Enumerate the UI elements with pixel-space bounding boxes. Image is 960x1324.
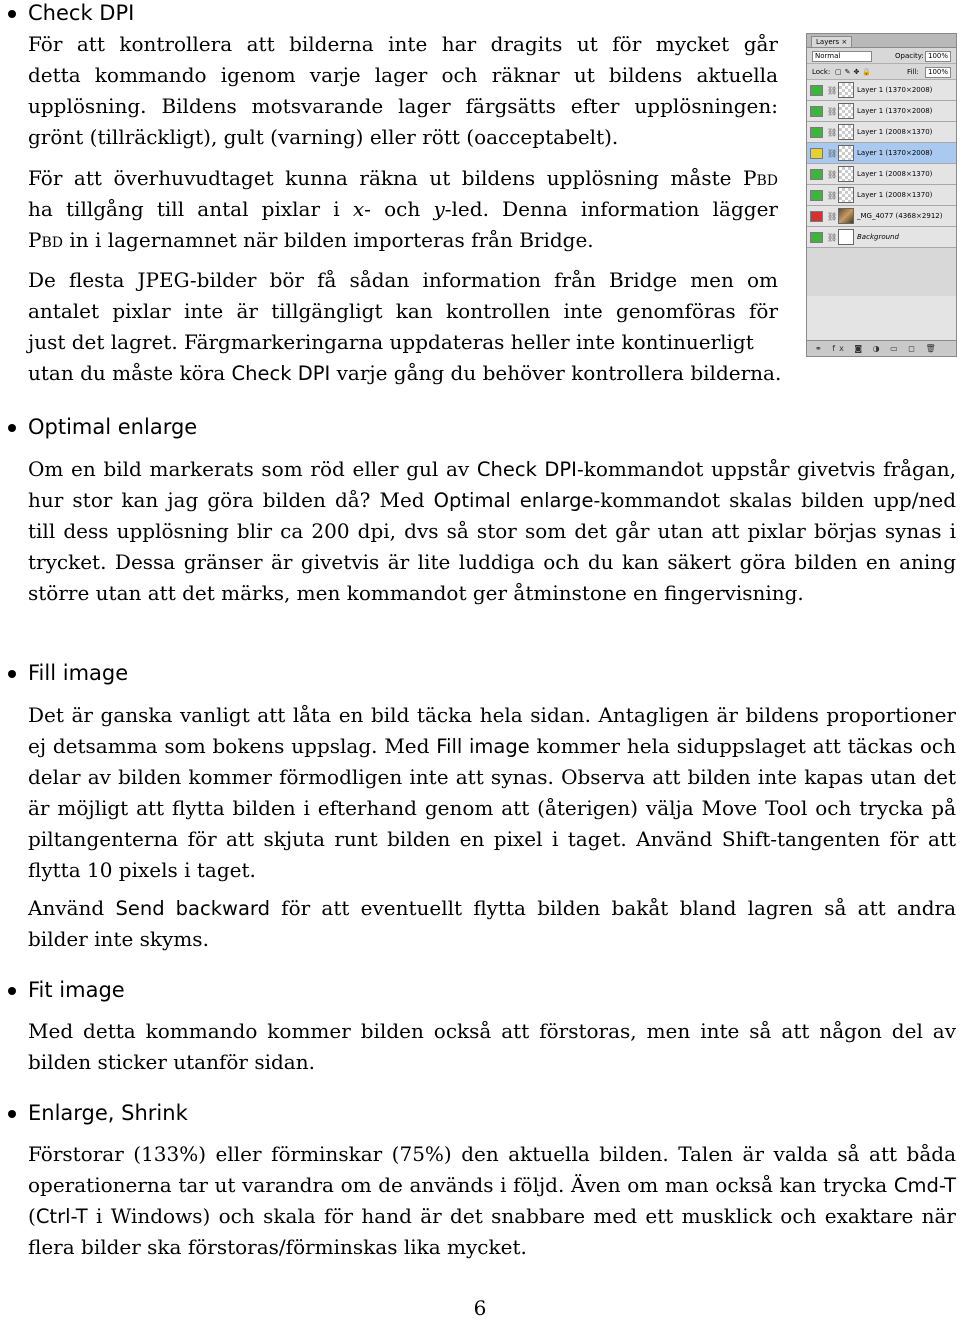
check-dpi-paragraph-3-last	[28, 358, 956, 389]
text-line: För att kontrollera att bilderna inte har dragits ut för mycket går	[28, 32, 778, 56]
visibility-eye-icon	[810, 169, 823, 180]
layer-row	[807, 122, 956, 143]
text: För att överhuvudtaget kunna räkna ut bildens upplösning måste	[28, 166, 744, 190]
bullet	[8, 424, 16, 432]
lock-icons: ▢✎✥🔒	[835, 68, 875, 76]
layer-list	[807, 80, 956, 248]
layer-name: Layer 1 (1370×2008)	[857, 149, 933, 157]
fill-field: 100%	[925, 67, 951, 78]
blend-mode-select: Normal	[812, 51, 872, 62]
layer-name: Layer 1 (1370×2008)	[857, 107, 933, 115]
link-icon: ⛓	[827, 233, 838, 242]
layers-panel-screenshot	[806, 33, 957, 357]
bullet	[8, 670, 16, 678]
layer-thumbnail	[838, 187, 854, 203]
layers-bottom-toolbar: ⚭ fx ◙ ◑ ▭ ◻ 🗑	[807, 340, 956, 356]
fill-label: Fill:	[907, 68, 919, 76]
layers-lock-row	[807, 64, 956, 80]
text-line	[28, 358, 956, 389]
text: Om en bild markerats som röd eller gul av	[28, 457, 477, 481]
command-name: Cmd-T	[893, 1174, 956, 1197]
paragraph	[28, 1139, 956, 1263]
text: för att eventuellt flytta bilden bakåt bland lagren så att andra bilder inte skyms.	[28, 896, 956, 951]
layers-tab: Layers ×	[811, 36, 852, 47]
text: Det är ganska vanligt att låta en bild täcka hela sidan. Antagligen är bildens proportioner ej detsamma som bokens uppslag. Med	[28, 703, 956, 758]
layer-name: Layer 1 (2008×1370)	[857, 128, 933, 136]
visibility-eye-icon	[810, 127, 823, 138]
optimal-enlarge-paragraph	[28, 454, 956, 609]
math-x: x	[352, 197, 365, 221]
text: -kommandot uppstår givetvis frågan, hur stor kan jag göra bilden då? Med	[28, 457, 956, 512]
layer-name: _MG_4077 (4368×2912)	[857, 212, 943, 220]
layer-name: Layer 1 (1370×2008)	[857, 86, 933, 94]
section-heading-enlarge-shrink: Enlarge, Shrink	[28, 1101, 188, 1125]
text-line: upplösning. Bildens motsvarande lager färgsätts efter upplösningen:	[28, 94, 778, 118]
text-line: detta kommando igenom varje lager och räknar ut bildens aktuella	[28, 63, 778, 87]
check-dpi-paragraph-2	[28, 163, 778, 256]
lock-label: Lock:	[812, 68, 831, 76]
fit-image-paragraph	[28, 1016, 956, 1078]
text-line	[28, 225, 778, 256]
text: -kommandot skalas bilden upp/ned till dess upplösning blir ca 200 dpi, dvs så stor som det går utan att pixlar börjas synas i trycket. Dessa gränser är givetvis är lite luddiga och du kan säkert göra bilden en aning större utan att det märks, men kommandot ger åtminstone en fingervisning.	[28, 488, 956, 605]
bullet	[8, 1110, 16, 1118]
layer-thumbnail	[838, 82, 854, 98]
layer-name: Background	[857, 233, 899, 241]
link-icon: ⛓	[827, 128, 838, 137]
layer-row	[807, 164, 956, 185]
layer-row	[807, 143, 956, 164]
command-name: Check DPI	[231, 362, 331, 385]
layer-row	[807, 185, 956, 206]
check-dpi-paragraph-1	[28, 29, 778, 153]
pbd-name: Pbd	[28, 228, 63, 252]
layer-thumbnail	[838, 124, 854, 140]
visibility-eye-icon	[810, 211, 823, 222]
text-line	[28, 194, 778, 225]
text-line: De flesta JPEG-bilder bör få sådan information från Bridge men om	[28, 268, 778, 292]
math-y: y	[433, 197, 445, 221]
opacity-field: 100%	[925, 51, 951, 62]
text: - och	[364, 197, 434, 221]
section-heading-check-dpi: Check DPI	[28, 1, 135, 25]
command-name: Check DPI	[476, 458, 577, 481]
link-icon: ⛓	[827, 170, 838, 179]
visibility-eye-icon	[810, 190, 823, 201]
layer-name: Layer 1 (2008×1370)	[857, 191, 933, 199]
paragraph	[28, 454, 956, 609]
check-dpi-paragraph-3	[28, 265, 778, 358]
link-icon: ⛓	[827, 149, 838, 158]
layers-empty-area	[807, 296, 956, 340]
bullet	[8, 987, 16, 995]
layer-row	[807, 227, 956, 248]
link-icon: ⛓	[827, 212, 838, 221]
text: in i lagernamnet när bilden importeras från Bridge.	[62, 228, 594, 252]
visibility-eye-icon	[810, 106, 823, 117]
page-number: 6	[473, 1296, 487, 1320]
layer-thumbnail	[838, 229, 854, 245]
text-line	[28, 163, 778, 194]
layer-thumbnail	[838, 145, 854, 161]
text: Förstorar (133%) eller förminskar (75%) den aktuella bilden. Talen är valda så att båda operationerna tar ut varandra om de används i följd. Även om man också kan trycka	[28, 1142, 956, 1197]
section-heading-optimal-enlarge: Optimal enlarge	[28, 415, 198, 439]
layer-thumbnail	[838, 103, 854, 119]
text-line: antalet pixlar inte är tillgängligt kan kontrollen inte genomföras för	[28, 299, 778, 323]
fill-image-paragraph-2	[28, 893, 956, 955]
bullet	[8, 10, 16, 18]
paragraph	[28, 893, 956, 955]
text: Använd	[28, 896, 116, 920]
command-name: Optimal enlarge	[433, 489, 594, 512]
text: varje gång du behöver kontrollera bilderna.	[330, 361, 782, 385]
text: (	[28, 1204, 36, 1228]
visibility-eye-icon	[810, 85, 823, 96]
layer-thumbnail	[838, 166, 854, 182]
text: utan du måste köra	[28, 361, 232, 385]
link-icon: ⛓	[827, 107, 838, 116]
text: -led. Denna information lägger	[444, 197, 778, 221]
command-name: Ctrl-T	[35, 1205, 88, 1228]
layer-row	[807, 101, 956, 122]
section-heading-fit-image: Fit image	[28, 978, 125, 1002]
command-name: Send backward	[115, 897, 270, 920]
visibility-eye-icon	[810, 232, 823, 243]
text-line: just det lagret. Färgmarkeringarna uppdateras heller inte kontinuerligt	[28, 330, 754, 354]
visibility-eye-icon	[810, 148, 823, 159]
fill-image-paragraph-1	[28, 700, 956, 886]
text: kommer hela siduppslaget att täckas och delar av bilden kommer förmodligen inte att synas. Observa att bilden inte kapas utan det är möjligt att flytta bilden i efterhand genom att (återigen) välja Move Tool och trycka på piltangenterna för att skjuta runt bilden en pixel i taget. Använd Shift-tangenten för att flytta 10 pixels i taget.	[28, 734, 956, 882]
opacity-label: Opacity:	[895, 52, 924, 60]
link-icon: ⛓	[827, 86, 838, 95]
layer-name: Layer 1 (2008×1370)	[857, 170, 933, 178]
layers-blend-row	[807, 48, 956, 64]
text: ha tillgång till antal pixlar i	[28, 197, 353, 221]
paragraph: Med detta kommando kommer bilden också att förstoras, men inte så att någon del av bilden sticker utanför sidan.	[28, 1019, 956, 1074]
text: i Windows) och skala för hand är det snabbare med ett musklick och exaktare när flera bilder ska förstoras/förminskas lika mycket.	[28, 1204, 956, 1259]
pbd-name: Pbd	[743, 166, 778, 190]
layer-row	[807, 80, 956, 101]
layer-row	[807, 206, 956, 227]
text-line: grönt (tillräckligt), gult (varning) eller rött (oacceptabelt).	[28, 125, 619, 149]
enlarge-shrink-paragraph	[28, 1139, 956, 1263]
section-heading-fill-image: Fill image	[28, 661, 129, 685]
layer-thumbnail	[838, 208, 854, 224]
command-name: Fill image	[436, 735, 530, 758]
paragraph	[28, 700, 956, 886]
layers-tabbar	[807, 34, 956, 48]
link-icon: ⛓	[827, 191, 838, 200]
